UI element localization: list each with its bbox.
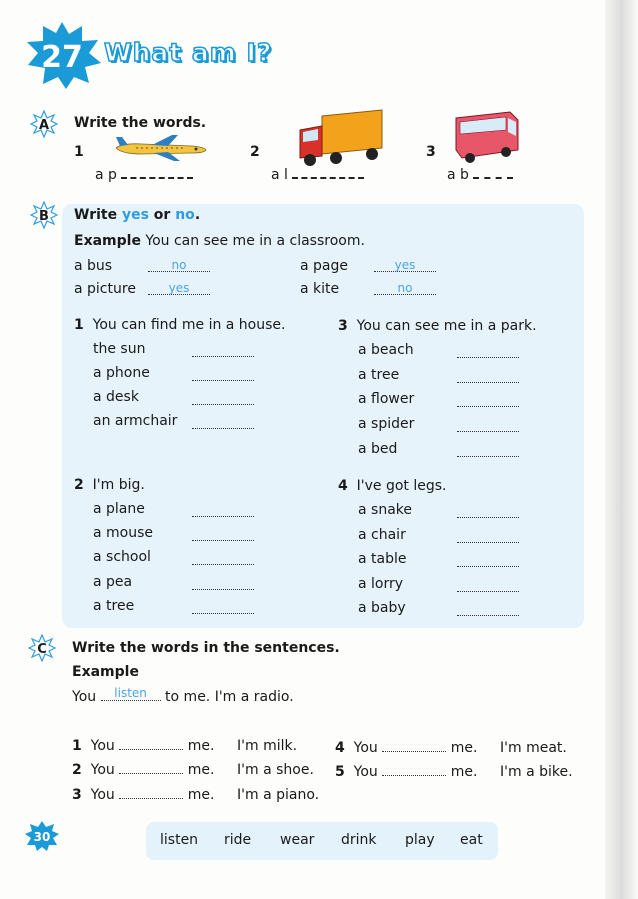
sentence-blank[interactable]: [382, 774, 446, 776]
group-word: a flower: [358, 391, 415, 407]
group-word: the sun: [93, 341, 146, 357]
section-c-example-sentence: You listen to me. I'm a radio.: [72, 686, 294, 705]
answer-blank[interactable]: [457, 591, 519, 592]
example-word: a bus: [74, 258, 113, 274]
page-spine-shadow: [605, 0, 638, 899]
group-word: a chair: [358, 527, 406, 543]
section-b-instruction: Write yes or no.: [74, 207, 201, 223]
group-word: a lorry: [358, 576, 404, 592]
page-number: 30: [33, 830, 51, 844]
answer-blank[interactable]: [192, 428, 254, 429]
sentence-row: 2 You me.: [72, 762, 215, 778]
answer-blank[interactable]: [192, 404, 254, 405]
word-bank-item: eat: [460, 832, 483, 848]
example-answer-box: yes: [148, 277, 210, 295]
answer-blank[interactable]: [192, 564, 254, 565]
sentence-tail: I'm a bike.: [500, 764, 573, 780]
group-1-prompt: 1 You can find me in a house.: [74, 317, 286, 333]
example-word: a picture: [74, 281, 136, 297]
example-answer-box: no: [374, 277, 436, 295]
sentence-row: 3 You me.: [72, 787, 215, 803]
answer-blank[interactable]: [192, 540, 254, 541]
section-c-example-label: Example: [72, 664, 139, 680]
group-word: a pea: [93, 574, 133, 590]
group-word: a snake: [358, 502, 412, 518]
word-bank: [146, 822, 498, 860]
example-word: a page: [300, 258, 348, 274]
word-bank-item: play: [405, 832, 435, 848]
section-a-badge: [30, 110, 58, 138]
word-bank-item: listen: [160, 832, 199, 848]
sentence-blank[interactable]: [382, 750, 446, 752]
sentence-row: 4 You me.: [335, 740, 478, 756]
answer-blank[interactable]: [457, 542, 519, 543]
sentence-tail: I'm meat.: [500, 740, 567, 756]
answer-blank[interactable]: [457, 431, 519, 432]
word-bank-item: wear: [280, 832, 315, 848]
group-word: a plane: [93, 501, 145, 517]
group-word: a desk: [93, 389, 139, 405]
example-answer-box: yes: [374, 254, 436, 272]
sentence-row: 1 You me.: [72, 738, 215, 754]
unit-title: What am I?: [104, 38, 273, 67]
word-bank-item: ride: [224, 832, 252, 848]
svg-text:C: C: [37, 642, 47, 657]
lorry-icon: [296, 108, 388, 170]
answer-blank[interactable]: [457, 615, 519, 616]
sentence-blank[interactable]: [119, 772, 183, 774]
section-b-example: Example You can see me in a classroom.: [74, 233, 365, 249]
answer-blank[interactable]: [192, 589, 254, 590]
group-4-prompt: 4 I've got legs.: [338, 478, 447, 494]
answer-blank[interactable]: [192, 356, 254, 357]
answer-line-1: a p: [95, 167, 193, 183]
example-word: a kite: [300, 281, 340, 297]
answer-blank[interactable]: [457, 517, 519, 518]
group-word: a baby: [358, 600, 406, 616]
sentence-tail: I'm a shoe.: [237, 762, 314, 778]
sentence-blank[interactable]: [119, 797, 183, 799]
group-word: a mouse: [93, 525, 154, 541]
group-word: an armchair: [93, 413, 178, 429]
unit-number-badge: [22, 20, 102, 90]
answer-blank[interactable]: [192, 380, 254, 381]
group-3-prompt: 3 You can see me in a park.: [338, 318, 537, 334]
svg-text:B: B: [39, 209, 49, 224]
word-bank-item: drink: [341, 832, 377, 848]
group-word: a beach: [358, 342, 414, 358]
section-c-instruction: Write the words in the sentences.: [72, 640, 340, 656]
answer-blank[interactable]: [457, 406, 519, 407]
group-word: a table: [358, 551, 407, 567]
svg-text:A: A: [38, 118, 50, 133]
plane-icon: [112, 133, 210, 163]
sentence-tail: I'm milk.: [237, 738, 298, 754]
answer-blank[interactable]: [192, 613, 254, 614]
section-c-badge: [28, 634, 56, 662]
section-b-badge: [30, 201, 58, 229]
answer-blank[interactable]: [457, 357, 519, 358]
sentence-row: 5 You me.: [335, 764, 478, 780]
group-word: a bed: [358, 441, 398, 457]
answer-blank[interactable]: [192, 516, 254, 517]
section-a-instruction: Write the words.: [74, 115, 207, 131]
bus-icon: [452, 110, 522, 166]
group-2-prompt: 2 I'm big.: [74, 477, 145, 493]
group-word: a school: [93, 549, 151, 565]
page-number-badge: [24, 820, 60, 852]
group-word: a spider: [358, 416, 415, 432]
answer-blank[interactable]: [457, 566, 519, 567]
sentence-tail: I'm a piano.: [237, 787, 320, 803]
item-number: 3: [426, 144, 436, 160]
sentence-blank[interactable]: [119, 748, 183, 750]
answer-blank[interactable]: [457, 382, 519, 383]
group-word: a tree: [93, 598, 135, 614]
example-answer-box: no: [148, 254, 210, 272]
group-word: a phone: [93, 365, 150, 381]
group-word: a tree: [358, 367, 400, 383]
item-number: 1: [74, 144, 84, 160]
answer-blank[interactable]: [457, 456, 519, 457]
answer-line-2: a l: [271, 167, 364, 183]
answer-line-3: a b: [447, 167, 513, 183]
unit-number: 27: [41, 40, 83, 75]
item-number: 2: [250, 144, 260, 160]
